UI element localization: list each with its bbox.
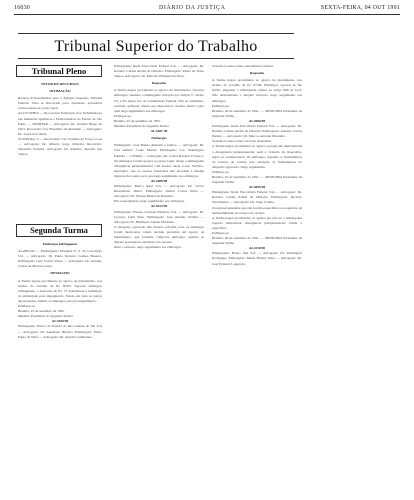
- col3-case-number-3: AI-4110/90: [248, 246, 266, 251]
- pleno-paragraph-3: AI-6/90-Rec-5 — Recorrente: Cia. Paulista de Força e Luz — Advogado: Dr. Alberto Jorge Oliveira. Recorrido: Sebastião Ferreira. Advogado: Dr. Américo Antonio dos Santos.: [18, 136, 102, 157]
- col2-embargos-heading: Embargos: [151, 136, 167, 141]
- col2-paragraph-8: O despacho agravado não merece reforma, pois os embargos foram interpostos contra decisão proferida em agravo de instrumento, que somente comporta embargos quando se discute pressuposto extrínseco do recurso.: [114, 224, 204, 245]
- segunda-paragraph-2: A Turma negou provimento ao agravo de instrumento, nos termos do acórdão de fls. 60/65. Opostos embargos infringentes, o despacho de fls. 75 determinou a intimação do embargado para impugnação. Tendo em vista as razões apresentadas, admito os embargos para prosseguimento.: [18, 278, 102, 303]
- col2-case-number-1: AI-3487-90: [150, 129, 168, 134]
- col2-case-number-3: AI-3522/90: [150, 204, 168, 209]
- col3-date-1: Brasília, 26 de setembro de 1991. — MINISTRO Presidente da Segunda Turma: [212, 108, 302, 118]
- pleno-subheading-2: INTIMAÇÃO: [49, 89, 71, 94]
- segunda-subheading: Embargos Infringentes: [42, 242, 78, 246]
- column-1-top: [18, 80, 102, 157]
- section-tribunal-pleno: Tribunal Pleno: [16, 65, 102, 77]
- segunda-publique: Publique-se.: [18, 304, 36, 309]
- col3-publique-1: Publique-se.: [212, 103, 230, 108]
- col2-signature: Ministro Presidente da Segunda Turma: [114, 124, 169, 129]
- col2-despacho-heading: Despacho: [151, 81, 167, 86]
- col2-paragraph-2: A Turma negou provimento ao agravo de instrumento. Opostos embargos, sustenta o embargante violação aos artigos 5º, inciso LV, e 93, inciso IX, da Constituição Federal. Não se vislumbra, contudo, qualquer ofensa aos dispositivos citados, motivo pelo qual nego seguimento aos embargos.: [114, 88, 204, 113]
- col2-paragraph-3: Embargante: José Bueno Almeida e Outros — Advogado: Dr. José Alberto Couto Maciel. Embargado: Cia. Siderúrgica Paulista — COSIPA — Advogado: Dr. Carlos Roberto Fonseca.: [114, 143, 204, 158]
- column-2: [114, 64, 204, 250]
- segunda-signature: Ministro Presidente da Segunda Turma: [18, 314, 73, 319]
- pleno-subheading-1: SETOR DE RECURSOS: [41, 82, 79, 86]
- issue-date: SEXTA-FEIRA, 04 OUT 1991: [320, 5, 400, 11]
- col3-publique-2: Publique-se.: [212, 169, 230, 174]
- page-number: 16030: [14, 5, 30, 11]
- col3-paragraph-2: A Turma negou provimento ao agravo de instrumento, nos termos do acórdão de fls. 87/90. Embargos opostos às fls. 92/95, alegando o embargante ofensa ao artigo 896 da CLT. Não demonstrada a alegada violação, nego seguimento aos embargos.: [212, 78, 302, 103]
- segunda-case-number: AI-3390/90: [51, 319, 69, 324]
- page-title: Tribunal Superior do Trabalho: [54, 38, 258, 55]
- segunda-date: Brasília, 25 de setembro de 1991.: [18, 309, 65, 314]
- col3-paragraph-1: Versam os autos sobre equivalência salarial.: [212, 64, 274, 68]
- pleno-paragraph-2: AI-10718/88.0 — Recorrente: Federação dos Trabalhadores nas Indústrias Químicas e Farmacêuticas do Estado de São Paulo — SINDIFAR — Advogado: Dr. Geraldo Bispo da Silva. Recorrida: Cia. Brasileira de Alumínio — Advogado: Dr. José Lúcio Maia.: [18, 111, 102, 136]
- col2-publique: Publique-se.: [114, 113, 132, 118]
- pleno-paragraph-1: Recurso Extraordinário para o Egrégio Supremo Tribunal Federal. Vista ao Recorrido para, querendo, apresentar contra-razões no prazo legal.: [18, 96, 102, 111]
- segunda-despacho-heading: DESPACHO: [50, 271, 70, 276]
- col3-paragraph-7: O regional entendeu que não foram preenchidos os requisitos de admissibilidade do recurso de revista.: [212, 205, 302, 215]
- col2-paragraph-9: Ante o exposto, nego seguimento aos embargos.: [114, 245, 182, 250]
- column-1-bottom: [18, 240, 102, 340]
- col3-case-number-1: AI-4086/90: [248, 118, 266, 123]
- section-segunda-turma: Segunda Turma: [16, 224, 102, 237]
- col2-case-number-2: AI-3489/90: [150, 178, 168, 183]
- column-3: [212, 64, 302, 267]
- col3-despacho-heading: Despacho: [249, 71, 265, 76]
- col3-publique-3: Publique-se.: [212, 231, 230, 235]
- col3-paragraph-5: A Turma negou provimento ao agravo, porque não demonstrada a divergência jurisprudencial, nem a violação de dispositivo legal ou constitucional. Os embargos repetem os fundamentos do recurso de revista, não atacando os fundamentos do despacho agravado. Nego seguimento.: [212, 144, 302, 169]
- col2-date: Brasília, 25 de setembro de 1991.: [114, 118, 161, 123]
- segunda-paragraph-3: Embargante: Banco do Estado do Rio Grande do Sul S/A — Advogado: Dr. Aureliano Ribeiro. Embargado: Pedro Paulo da Silva — Advogado: Dr. Aurélio Guimarães.: [18, 324, 102, 339]
- col2-paragraph-1: Embargante: Rede Ferroviária Federal S/A. — Advogado: Dr. Roberto Caldas Alvim de Oliveira. Embargado: Paulo de Tarso Santos. Advogado: Dr. Marcelo Pimentel da Silva.: [114, 64, 204, 79]
- header-rule: [14, 14, 400, 15]
- title-rule-bottom: [18, 58, 294, 59]
- col3-case-number-2: AI-4095/90: [248, 185, 266, 190]
- segunda-paragraph-1: AI-2002-90 — Embargante: Hospital N. S. da Conceição S/A — Advogado: Dr. Paulo Roberto Gomes Beserra. Embargado: Luiz Carlos Vieira — Advogado: Dr. Antonio Carlos de Moraes Costa.: [18, 249, 102, 269]
- col3-paragraph-8: A Turma negou provimento ao agravo por não ter o embargante logrado demonstrar divergência jurisprudencial válida e específica.: [212, 215, 302, 230]
- col3-paragraph-6: Embargante: Rede Ferroviária Federal S/A — Advogado: Dr. Roberto Caldas Alvim de Oliveira. Embargado: Ricardo Nascimento — Advogado: Dr. Jorge Cataria.: [212, 190, 302, 205]
- col3-paragraph-3: Embargante: Rede Ferroviária Federal S/A — Advogado: Dr. Roberto Caldas Alvim de Oliveira. Embargado: Antonio Carlos Pereira — Advogado: Dr. Marcos Antonio Monteiro.: [212, 124, 302, 139]
- col2-paragraph-5: Embargante: Banco Real S/A — Advogado: Dr. Victor Russomano Júnior. Embargado: Osmar Correa Pinto — Advogado: Dr. Ulisses Riedel de Resende.: [114, 184, 204, 199]
- col2-paragraph-4: Os embargos foram opostos no prazo legal. Alega o embargante divergência jurisprudencial com arestos desta Corte. Verifico, entretanto, que os arestos transcritos não abordam a mesma hipótese dos autos, pelo que nego seguimento aos embargos.: [114, 158, 204, 178]
- journal-name: DIÁRIO DA JUSTIÇA: [159, 5, 226, 11]
- col2-paragraph-6: Em consequência, nego seguimento aos embargos.: [114, 199, 185, 204]
- col2-paragraph-7: Embargante: Furnas Centrais Elétricas S/A — Advogado: Dr. Lycurgo Leite Neto. Embargado: José Antonio Pereira — Advogado: Dr. Humberto Jansen Machado.: [114, 209, 204, 224]
- col3-date-2: Brasília, 25 de setembro de 1991. — MINISTRO Presidente da Segunda Turma: [212, 174, 302, 185]
- col3-date-3: Brasília, 26 de setembro de 1991. — MINISTRO Presidente da Segunda Turma: [212, 236, 302, 246]
- col3-paragraph-9: Embargante: Banco Itaú S/A — Advogado: Dr. Wellington Rodrigues. Embargado: Maria Helena Silva — Advogado: Dr. José Eymard Loguércio.: [212, 251, 302, 266]
- title-rule-top: [18, 33, 294, 34]
- col3-paragraph-4: Versam os autos sobre correção monetária.: [212, 139, 272, 144]
